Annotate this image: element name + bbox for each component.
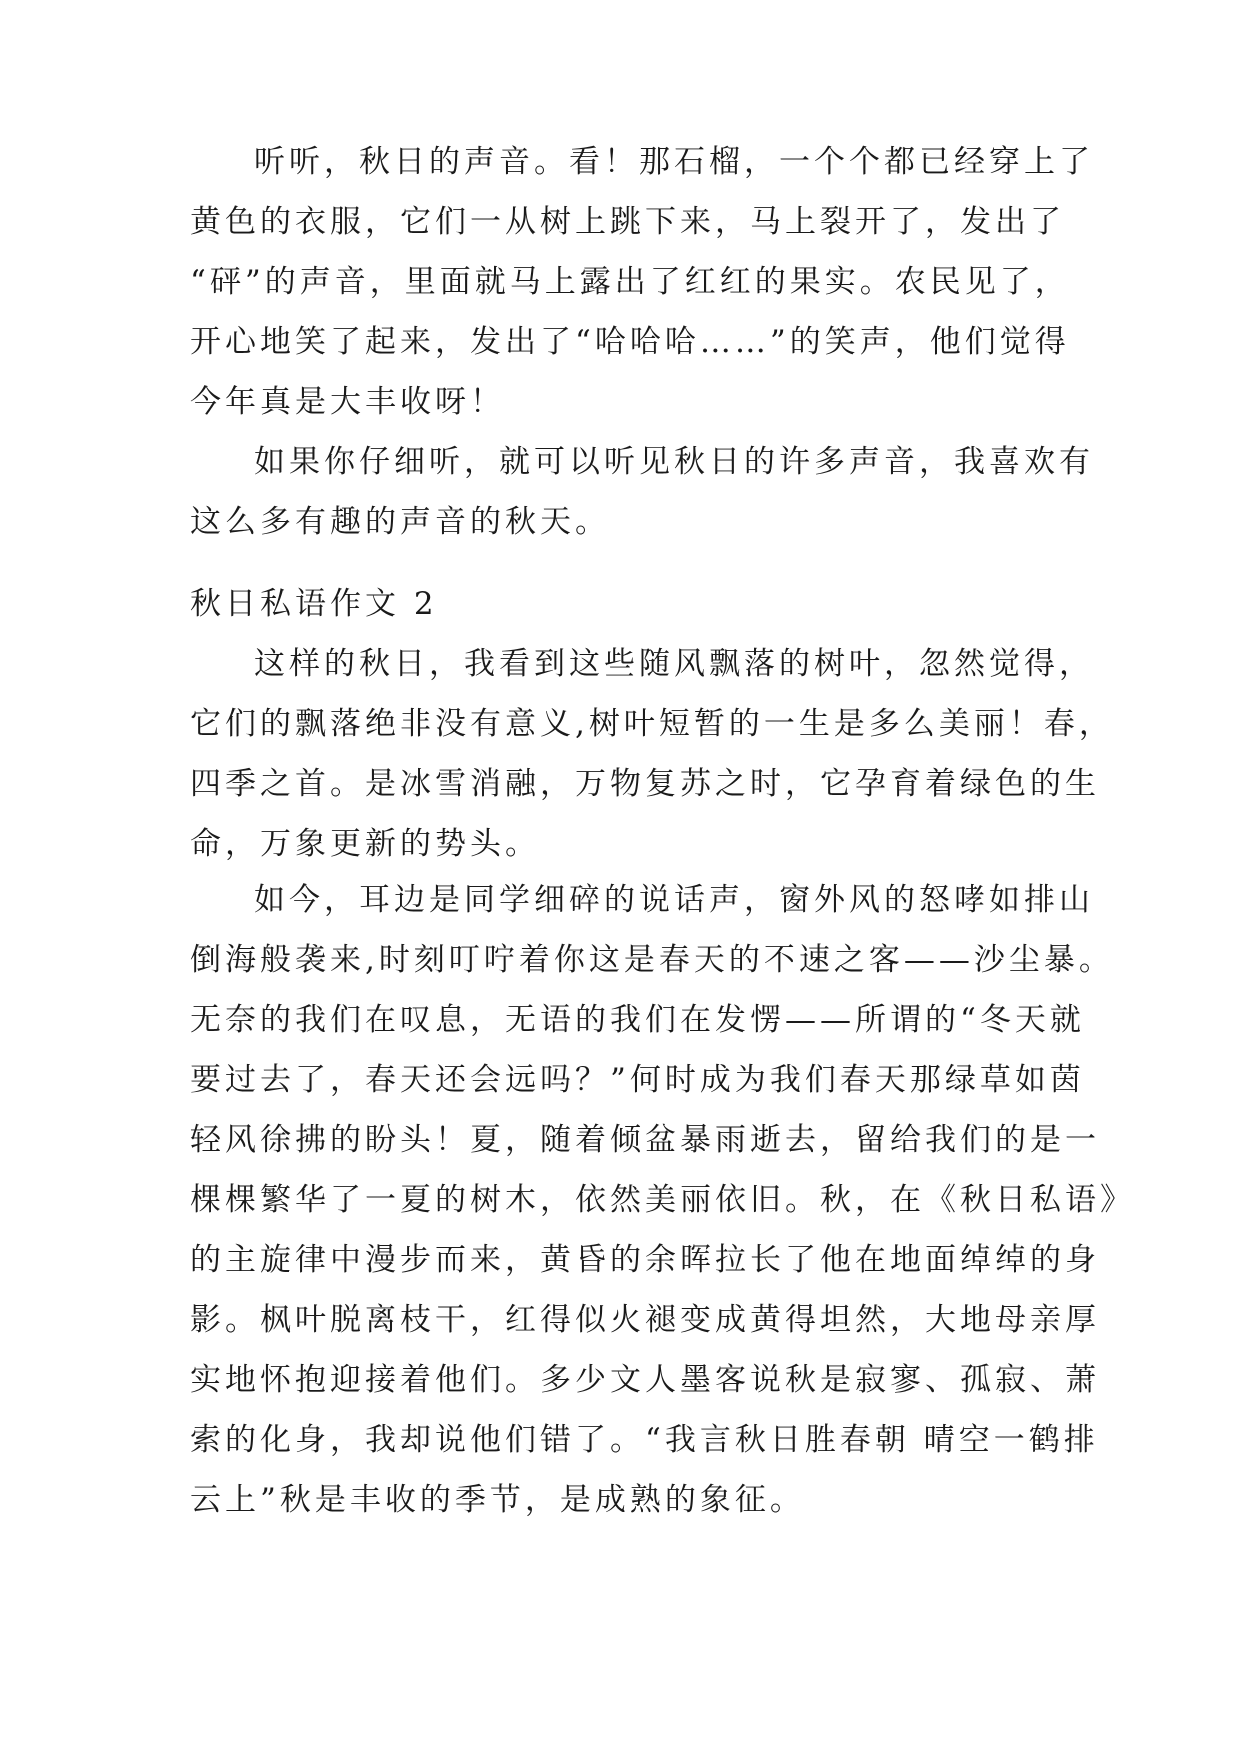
text-line: 要过去了，春天还会远吗？”何时成为我们春天那绿草如茵 <box>190 1062 1085 1098</box>
text-line: 云上”秋是丰收的季节，是成熟的象征。 <box>190 1482 805 1518</box>
text-line: “砰”的声音，里面就马上露出了红红的果实。农民见了， <box>190 264 1070 300</box>
text-line: 的主旋律中漫步而来，黄昏的余晖拉长了他在地面绰绰的身 <box>190 1242 1100 1278</box>
text-line: 这样的秋日，我看到这些随风飘落的树叶，忽然觉得， <box>254 646 1094 682</box>
paragraph <box>190 432 1094 552</box>
text-line: 开心地笑了起来，发出了“哈哈哈……”的笑声，他们觉得 <box>190 324 1070 360</box>
paragraph <box>190 870 1135 1530</box>
text-line: 棵棵繁华了一夏的树木，依然美丽依旧。秋，在《秋日私语》 <box>190 1182 1135 1218</box>
text-line: 这么多有趣的声音的秋天。 <box>190 504 610 540</box>
text-line: 命，万象更新的势头。 <box>190 826 540 862</box>
text-line: 实地怀抱迎接着他们。多少文人墨客说秋是寂寥、孤寂、萧 <box>190 1362 1100 1398</box>
text-line: 如今，耳边是同学细碎的说话声，窗外风的怒哮如排山 <box>254 882 1094 918</box>
section-heading: 秋日私语作文 2 <box>190 586 438 622</box>
text-line: 如果你仔细听，就可以听见秋日的许多声音，我喜欢有 <box>254 444 1094 480</box>
text-line: 无奈的我们在叹息，无语的我们在发愣——所谓的“冬天就 <box>190 1002 1085 1038</box>
text-line: 轻风徐拂的盼头！夏，随着倾盆暴雨逝去，留给我们的是一 <box>190 1122 1100 1158</box>
text-line: 影。枫叶脱离枝干，红得似火褪变成黄得坦然，大地母亲厚 <box>190 1302 1100 1338</box>
text-line: 倒海般袭来,时刻叮咛着你这是春天的不速之客——沙尘暴。 <box>190 942 1114 978</box>
text-line: 黄色的衣服，它们一从树上跳下来，马上裂开了，发出了 <box>190 204 1065 240</box>
text-line: 索的化身，我却说他们错了。“我言秋日胜春朝 晴空一鹤排 <box>190 1422 1099 1458</box>
text-line: 今年真是大丰收呀！ <box>190 384 505 420</box>
text-line: 听听，秋日的声音。看！那石榴，一个个都已经穿上了 <box>254 144 1094 180</box>
text-line: 它们的飘落绝非没有意义,树叶短暂的一生是多么美丽！春， <box>190 706 1114 742</box>
text-line: 四季之首。是冰雪消融，万物复苏之时，它孕育着绿色的生 <box>190 766 1100 802</box>
paragraph <box>190 132 1094 432</box>
paragraph <box>190 634 1114 874</box>
